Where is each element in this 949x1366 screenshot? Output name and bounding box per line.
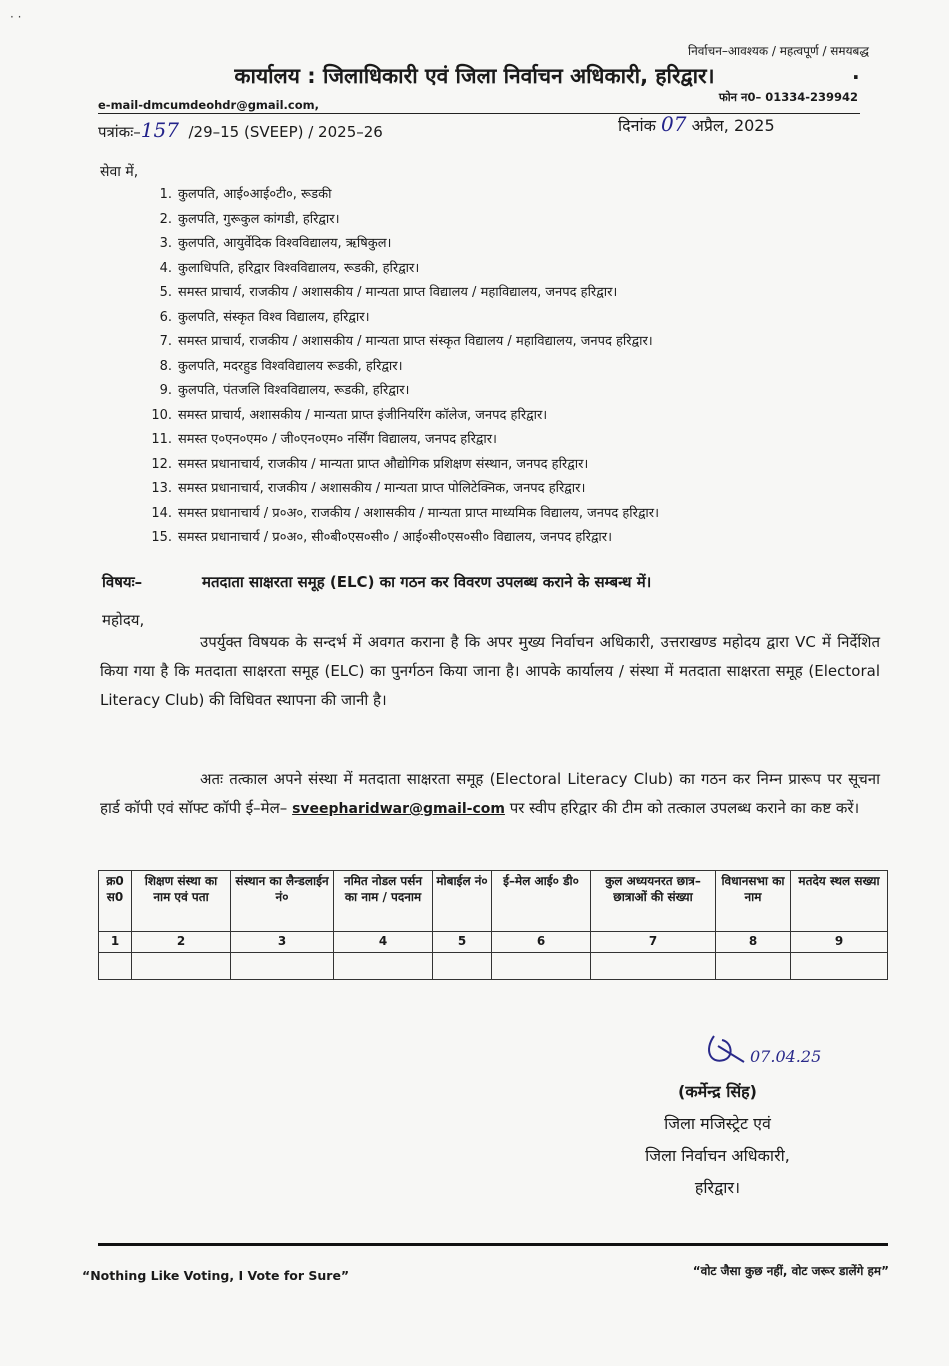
recipient-item: 13. समस्त प्रधानाचार्य, राजकीय / अशासकीय / मान्यता प्राप्त पोलिटेक्निक, जनपद हरिद्वार। [151,481,586,496]
footer-slogan-english: “Nothing Like Voting, I Vote for Sure” [82,1268,350,1283]
table-header: ई–मेल आई० डी० [492,871,591,932]
recipient-item: 12. समस्त प्रधानाचार्य, राजकीय / मान्यता प्राप्त औद्योगिक प्रशिक्षण संस्थान, जनपद हरिद्वार। [151,456,589,472]
recipient-item: 7. समस्त प्राचार्य, राजकीय / अशासकीय / मान्यता प्राप्त संस्कृत विद्यालय / महाविद्यालय, जनपद हरिद्वार। [159,334,653,349]
date-suffix: अप्रैल, 2025 [691,116,775,135]
column-number: 2 [132,932,231,953]
table-header: मोबाईल नं० [433,871,492,932]
column-number: 7 [591,932,716,953]
signature-date: 07.04.25 [750,1047,822,1066]
body-paragraph-1: उपर्युक्त विषयक के सन्दर्भ में अवगत कराना है कि अपर मुख्य निर्वाचन अधिकारी, उत्तराखण्ड महोदय द्वारा VC में निर्देशित किया गया है कि मतदाता साक्षरता समूह (ELC) का पुनर्गठन किया जाना है। आपके कार्यालय / संस्था में मतदाता साक्षरता समूह (Electoral Literacy Club) की विधिवत स्थापना की जानी है। [100,633,880,709]
letter-suffix: /29–15 (SVEEP) / 2025–26 [188,123,383,141]
signatory-name: (कर्मेन्द्र सिंह) [678,1082,757,1101]
greeting: महोदय, [102,611,145,629]
table-row [99,932,888,953]
body-paragraph-2 [100,765,880,824]
table-header: नमित नोडल पर्सन का नाम / पदनाम [334,871,433,932]
recipient-item: 8. कुलपति, मदरहुड विश्वविद्यालय रूडकी, हरिद्वार। [159,358,403,374]
date-handwritten: 07 [661,112,687,136]
table-header: संस्थान का लैन्डलाईन नं० [231,871,334,932]
footer-rule [98,1243,888,1246]
table-header: विधानसभा का नाम [716,871,791,932]
recipient-item: 14. समस्त प्रधानाचार्य / प्र०अ०, राजकीय / अशासकीय / मान्यता प्राप्त माध्यमिक विद्यालय, जनपद हरिद्वार। [151,505,660,521]
signatory-title-3: हरिद्वार। [694,1178,741,1197]
paragraph2-part-a: अतः तत्काल अपने संस्था में मतदाता साक्षरता समूह (Electoral Literacy Club) का गठन कर निम्न प्रारूप पर सूचना हार्ड कॉपी एवं सॉफ्ट कॉपी ई–मेल– [100,770,880,817]
signature-scribble [700,1022,850,1072]
recipient-item: 2. कुलपति, गुरूकुल कांगडी, हरिद्वार। [159,211,340,227]
table-header: मतदेय स्थल सख्या [791,871,888,932]
recipient-item: 9. कुलपति, पंतजलि विश्वविद्यालय, रूडकी, हरिद्वार। [159,383,410,398]
priority-note: निर्वाचन–आवश्यक / महत्वपूर्ण / समयबद्ध [688,44,869,58]
recipient-item: 5. समस्त प्राचार्य, राजकीय / अशासकीय / मान्यता प्राप्त विद्यालय / महाविद्यालय, जनपद हरिद्वार। [159,285,618,300]
column-number: 3 [231,932,334,953]
table-header: क्र0 स0 [99,871,132,932]
office-phone: फोन न0– 01334-239942 [718,90,858,104]
subject-label: विषयः– [102,573,143,591]
column-number: 6 [492,932,591,953]
sveep-email-link[interactable]: sveepharidwar@gmail-com [292,801,505,817]
letter-prefix: पत्रांकः– [98,123,141,141]
footer-slogan-hindi: “वोट जैसा कुछ नहीं, वोट जरूर डालेंगे हम” [692,1264,889,1278]
column-number: 8 [716,932,791,953]
column-number: 5 [433,932,492,953]
signatory-title-1: जिला मजिस्ट्रेट एवं [664,1114,771,1133]
table-row-empty [99,953,888,980]
recipient-item: 1. कुलपति, आई०आई०टी०, रूडकी [159,187,332,202]
to-label: सेवा में, [100,164,139,180]
signature-block [590,1076,845,1204]
recipient-item: 11. समस्त ए०एन०एम० / जी०एन०एम० नर्सिंग विद्यालय, जनपद हरिद्वार। [151,432,497,447]
office-email: e-mail-dmcumdeohdr@gmail.com, [98,98,319,112]
subject-text: मतदाता साक्षरता समूह (ELC) का गठन कर विवरण उपलब्ध कराने के सम्बन्ध में। [202,573,652,591]
letter-number [98,118,383,142]
recipient-item: 10. समस्त प्राचार्य, अशासकीय / मान्यता प्राप्त इंजीनियरिंग कॉलेज, जनपद हरिद्वार। [151,407,548,423]
date-prefix: दिनांक [618,116,656,135]
paragraph2-part-b: पर स्वीप हरिद्वार की टीम को तत्काल उपलब्ध कराने का कष्ट करें। [509,799,860,817]
recipient-item: 15. समस्त प्रधानाचार्य / प्र०अ०, सी०बी०एस०सी० / आई०सी०एस०सी० विद्यालय, जनपद हरिद्वार। [151,530,613,545]
heading-dot: . [852,60,860,84]
signatory-title-2: जिला निर्वाचन अधिकारी, [645,1146,790,1165]
recipient-item: 4. कुलाधिपति, हरिद्वार विश्वविद्यालय, रूडकी, हरिद्वार। [159,260,420,276]
subject-line [102,572,902,592]
column-number: 1 [99,932,132,953]
letter-date [618,112,775,136]
table-header: कुल अध्ययनरत छात्र–छात्राओं की संख्या [591,871,716,932]
scan-specks: · · [10,10,22,24]
table-header: शिक्षण संस्था का नाम एवं पता [132,871,231,932]
elc-format-table [98,870,888,980]
column-number: 9 [791,932,888,953]
table-header-row [99,871,888,932]
recipient-item: 6. कुलपति, संस्कृत विश्व विद्यालय, हरिद्वार। [159,309,370,325]
recipient-item: 3. कुलपति, आयुर्वेदिक विश्वविद्यालय, ऋषिकुल। [159,236,392,251]
recipient-list [150,183,870,551]
office-heading: कार्यालय : जिलाधिकारी एवं जिला निर्वाचन अधिकारी, हरिद्वार। [234,64,715,88]
letter-number-handwritten: 157 [140,118,179,142]
column-number: 4 [334,932,433,953]
